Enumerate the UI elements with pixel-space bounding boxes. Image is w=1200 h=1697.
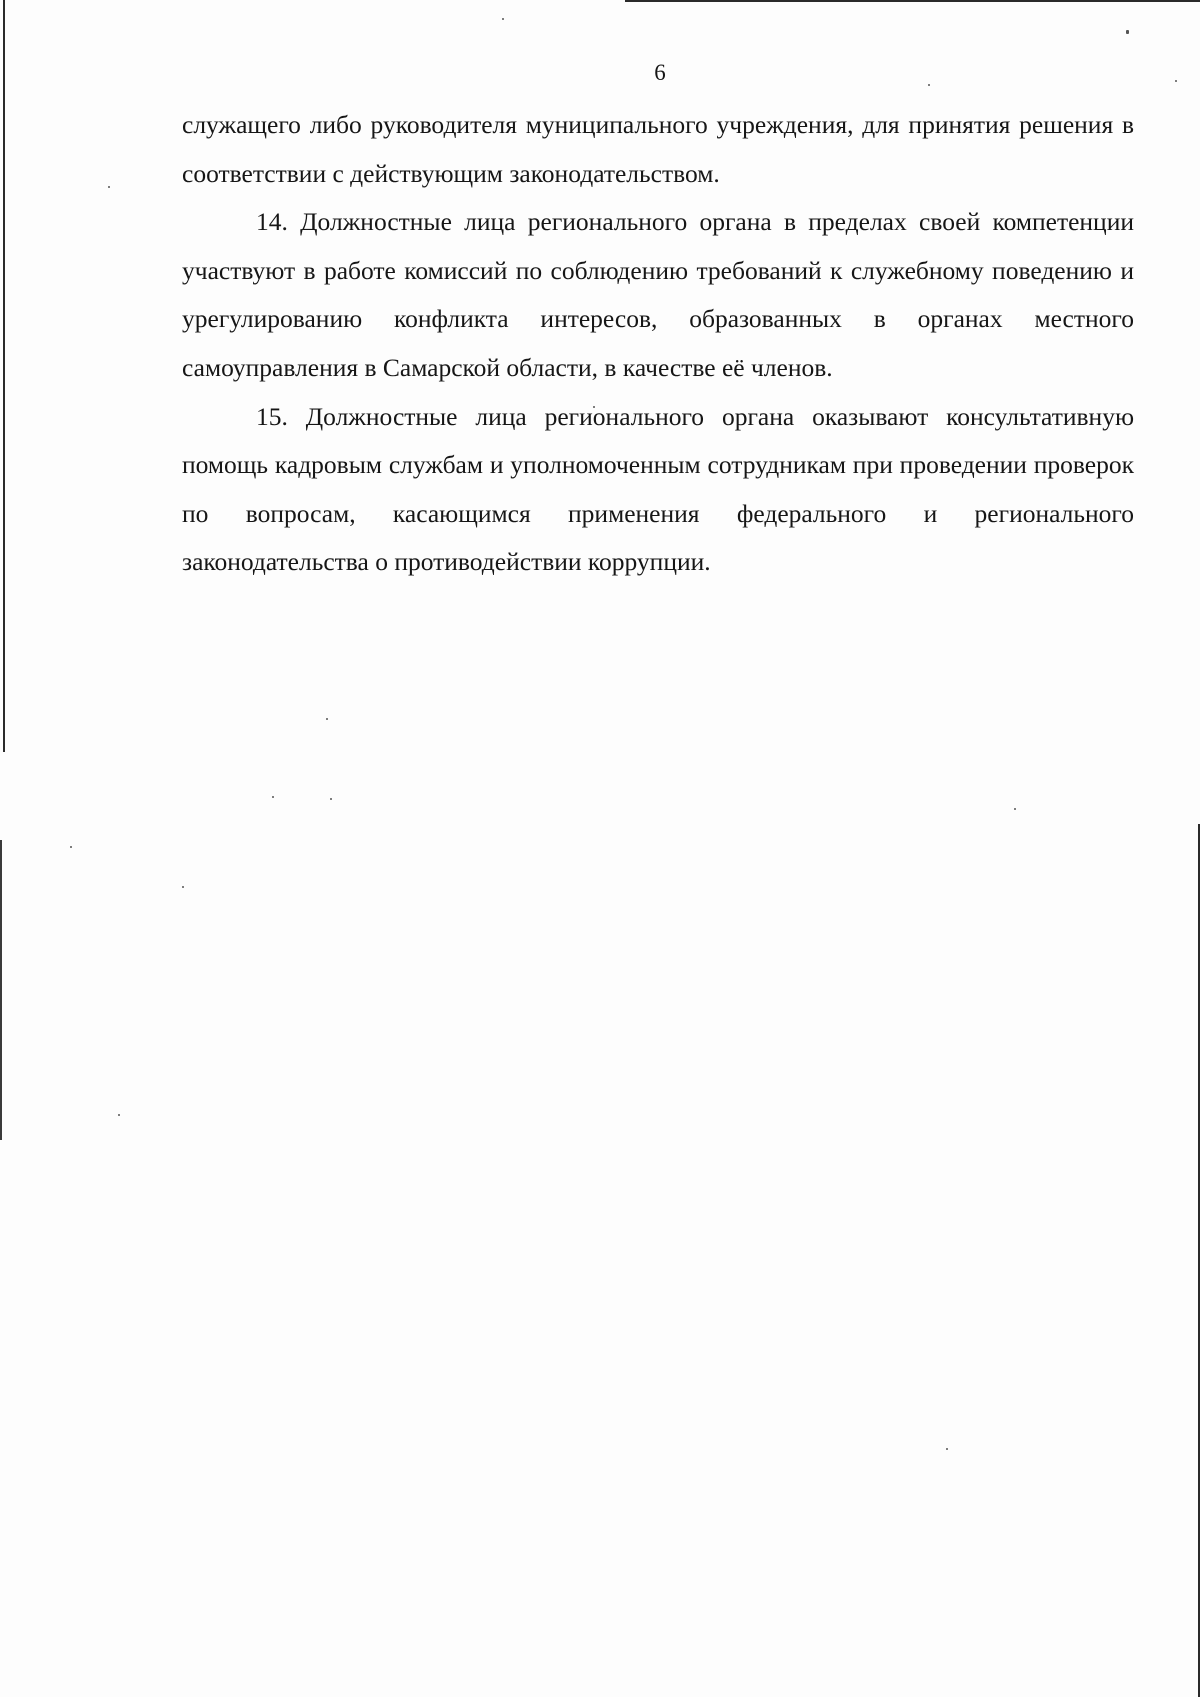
scan-edge-left (3, 0, 5, 752)
scan-speck (330, 798, 332, 800)
scan-edge-top (625, 0, 1200, 2)
document-body (182, 101, 1134, 587)
scan-speck (118, 1114, 120, 1116)
paragraph-item-15: 15. Должностные лица регионального органа оказывают консультативную помощь кадровым службам и уполномоченным сотрудникам при проведении проверок по вопросам, касающимся применения федерального и регионального законодательства о противодействии коррупции. (182, 401, 1134, 577)
scan-speck (326, 718, 328, 720)
scan-speck (1126, 30, 1129, 34)
paragraph-item-14: 14. Должностные лица регионального органа в пределах своей компетенции участвуют в работе комиссий по соблюдению требований к служебному поведению и урегулированию конфликта интересов, образованных в органах местного самоуправления в Самарской области, в качестве её членов. (182, 207, 1134, 382)
scan-speck (182, 886, 184, 888)
scan-speck (946, 1448, 948, 1450)
scan-speck (1014, 808, 1016, 810)
paragraph-continuation: служащего либо руководителя муниципального учреждения, для принятия решения в соответствии с действующим законодательством. (182, 110, 1134, 188)
scan-edge-left-lower (0, 840, 2, 1140)
scan-speck (272, 796, 274, 798)
scan-speck (502, 18, 504, 20)
scan-speck (108, 186, 110, 188)
scan-speck (70, 846, 72, 848)
page-number: 6 (654, 60, 666, 85)
